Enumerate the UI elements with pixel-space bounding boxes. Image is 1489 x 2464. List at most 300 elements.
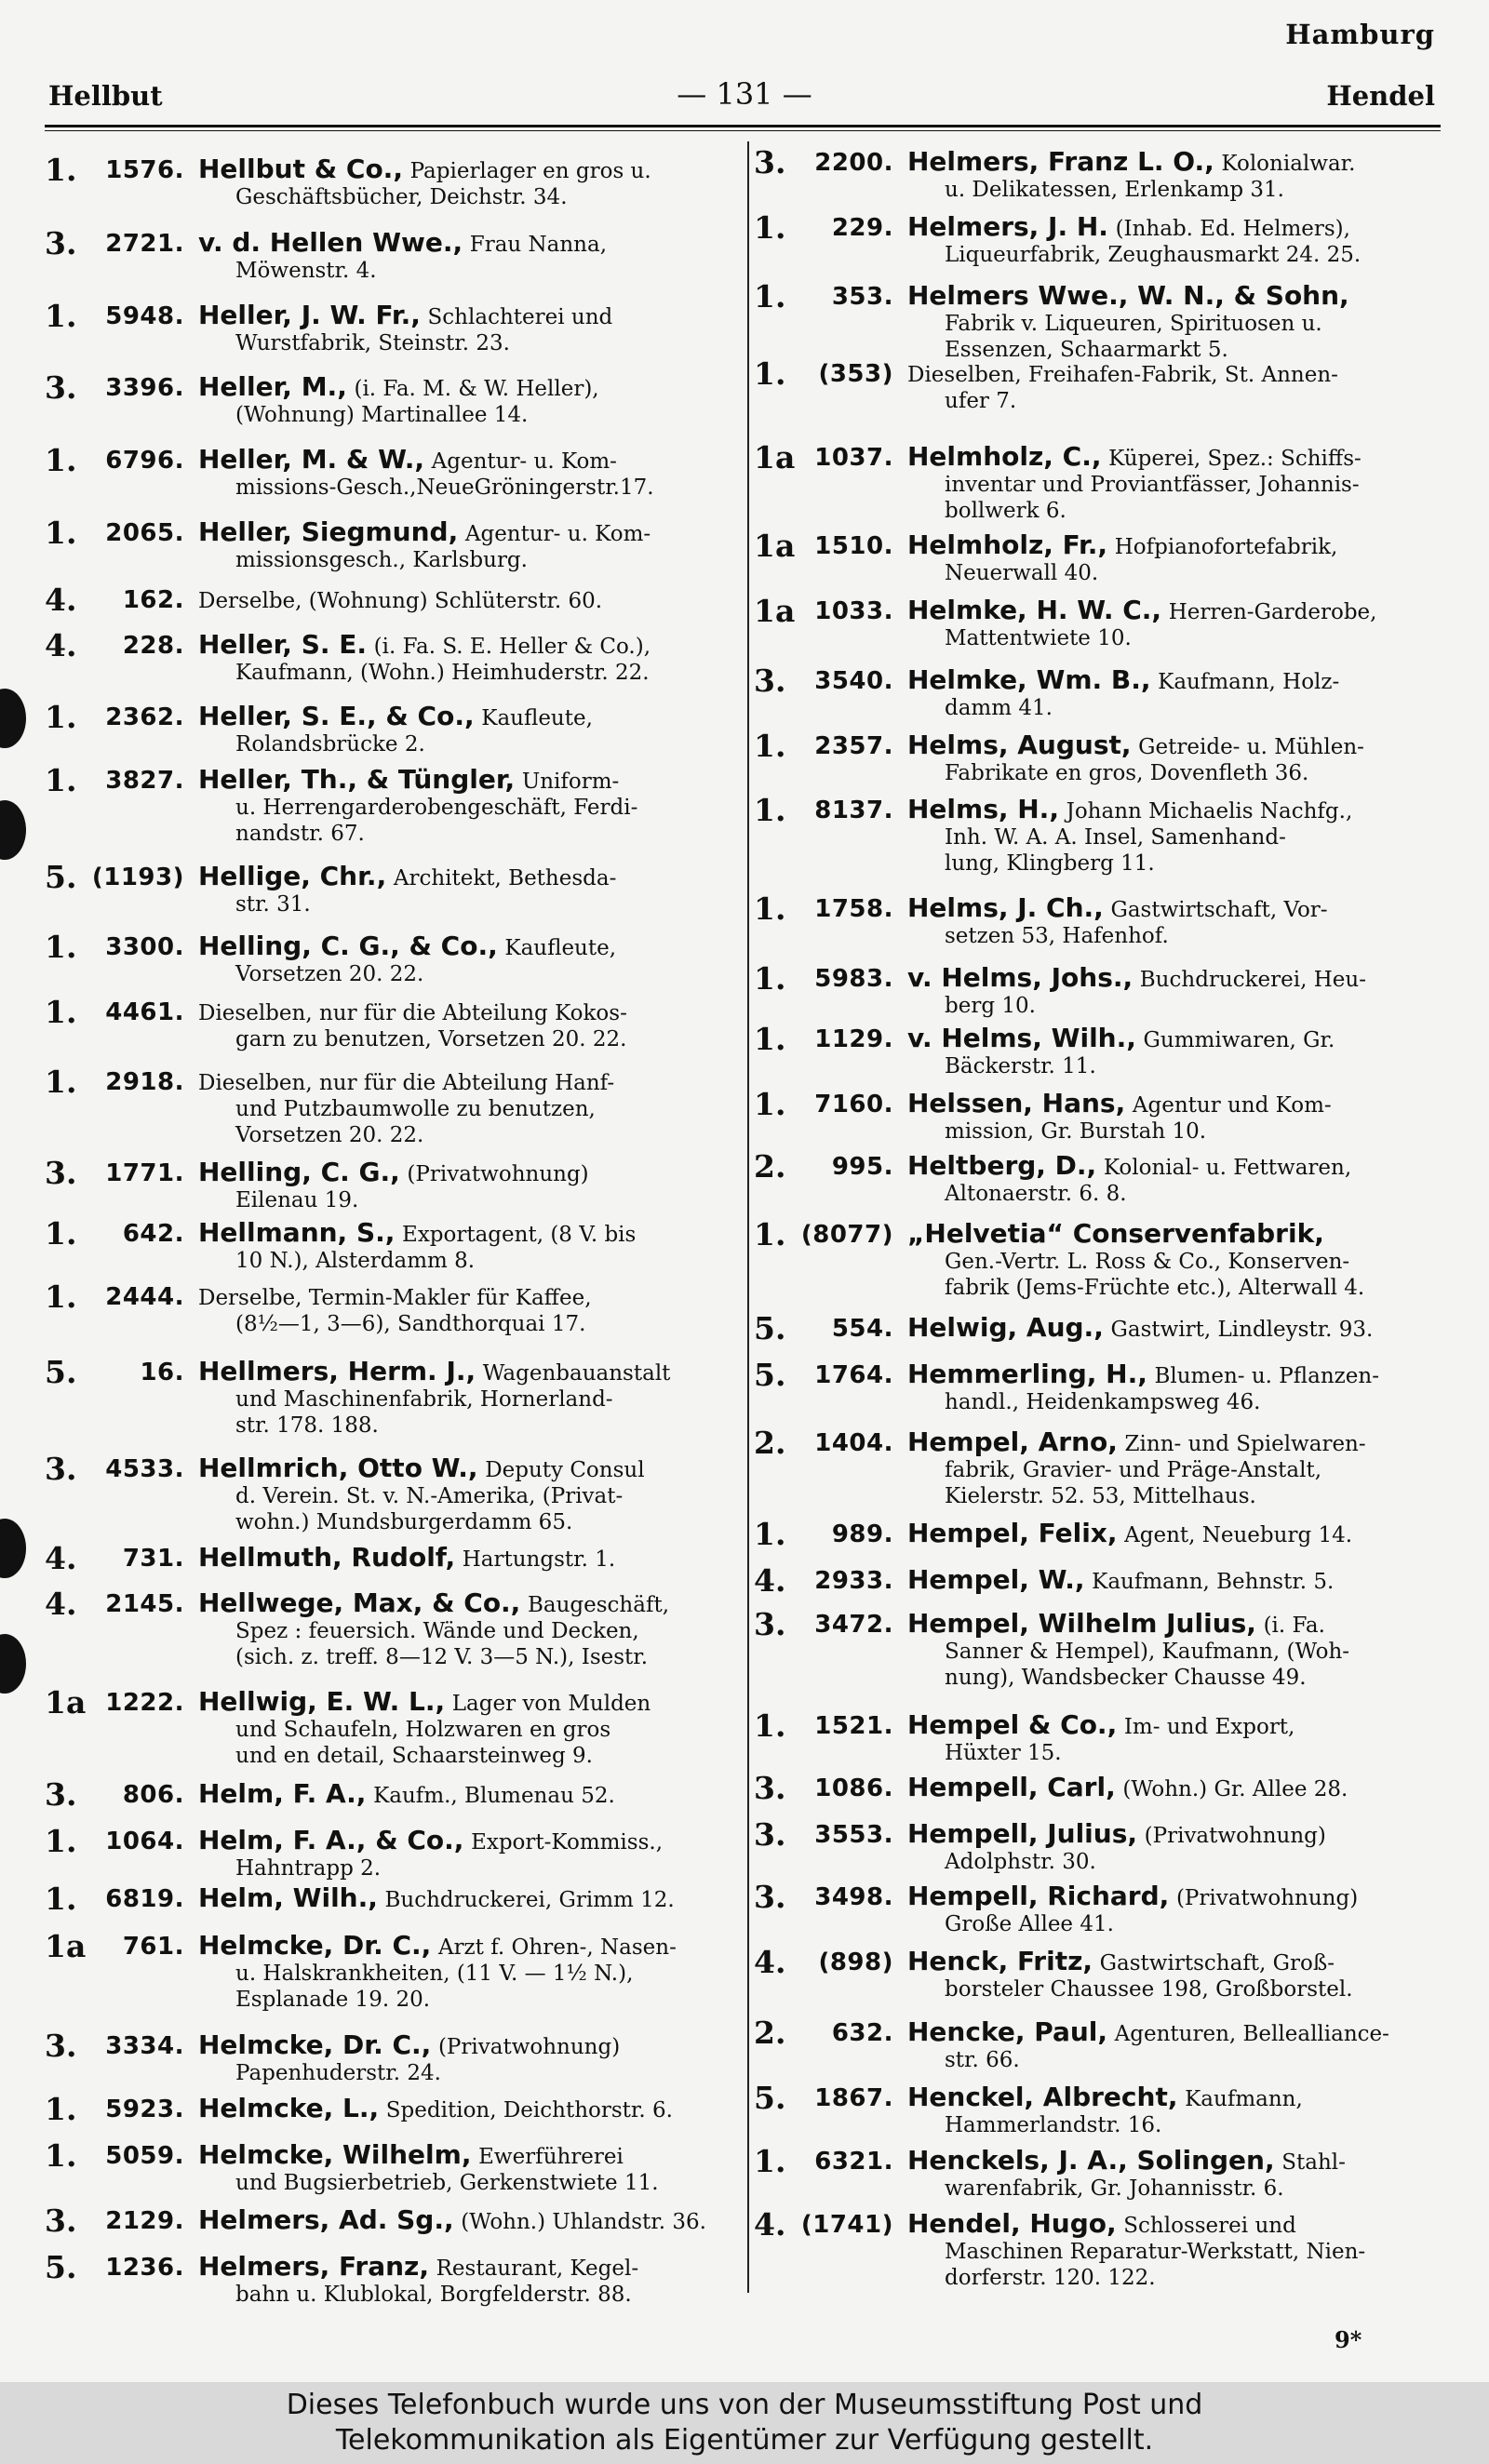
subscriber-name: Hempell, Julius,: [907, 1818, 1137, 1849]
entry-line-3: (sich. z. treff. 8—12 V. 3—5 N.), Isestr.: [235, 1645, 649, 1669]
entry-line-2: u. Herrengarderobengeschäft, Ferdi-: [235, 796, 638, 820]
phone-number: 3540.: [814, 667, 893, 695]
footer-line-1: Dieses Telefonbuch wurde uns von der Museumsstiftung Post und: [286, 2389, 1203, 2421]
entry-line-2: Eilenau 19.: [235, 1188, 359, 1212]
entry-text: [198, 2204, 733, 2235]
entry-line-1: Küperei, Spez.: Schiffs-: [1108, 447, 1362, 471]
phone-number: 2933.: [814, 1567, 893, 1595]
entry-line-1: Buchdruckerei, Heu-: [1139, 968, 1366, 992]
entry-text: [198, 629, 733, 686]
phone-number: 5948.: [105, 302, 184, 330]
subscriber-name: Helling, C. G.,: [198, 1157, 400, 1187]
exchange-zone: 1.: [754, 891, 786, 927]
entry-line-3: und en detail, Schaarsteinweg 9.: [235, 1744, 593, 1768]
entry-line-1: (Privatwohnung): [1144, 1824, 1326, 1848]
city-heading: Hamburg: [1285, 19, 1435, 50]
entry-text: [907, 211, 1442, 268]
entry-line-1: Arzt f. Ohren-, Nasen-: [437, 1935, 677, 1960]
entry-line-2: (8½—1, 3—6), Sandthorquai 17.: [235, 1312, 586, 1336]
entry-line-3: lung, Klingberg 11.: [945, 851, 1155, 876]
entry-line-2: berg 10.: [945, 994, 1036, 1018]
page-number: — 131 —: [677, 76, 812, 112]
phone-number: 5983.: [814, 965, 893, 993]
exchange-zone: 1.: [45, 994, 77, 1030]
subscriber-name: Helmers, Franz L. O.,: [907, 146, 1214, 177]
punch-hole: [0, 1519, 26, 1578]
exchange-zone: 1.: [45, 1279, 77, 1315]
phone-number: (8077): [800, 1221, 893, 1249]
subscriber-name: Helssen, Hans,: [907, 1088, 1126, 1118]
exchange-zone: 5.: [45, 859, 77, 895]
subscriber-name: Helwig, Aug.,: [907, 1312, 1104, 1343]
entry-line-2: Gen.-Vertr. L. Ross & Co., Konserven-: [945, 1250, 1350, 1274]
entry-line-1: (Privatwohnung): [437, 2035, 621, 2059]
phone-number: 3300.: [105, 933, 184, 961]
subscriber-name: Henckel, Albrecht,: [907, 2082, 1178, 2112]
entry-line-1: (Wohn.) Gr. Allee 28.: [1122, 1777, 1348, 1801]
exchange-zone: 1a: [45, 1928, 87, 1964]
phone-number: 1222.: [105, 1689, 184, 1717]
subscriber-name: Helmcke, Dr. C.,: [198, 2029, 432, 2060]
phone-number: 2444.: [105, 1283, 184, 1311]
phone-number: 1086.: [814, 1774, 893, 1802]
entry-line-1: Kolonialwar.: [1221, 152, 1356, 176]
entry-text: [907, 1774, 1442, 1802]
entry-line-1: Kaufmann,: [1185, 2087, 1303, 2111]
column-divider: [747, 141, 749, 2293]
exchange-zone: 4.: [45, 627, 77, 663]
entry-text: [198, 586, 733, 614]
exchange-zone: 1.: [754, 1021, 786, 1057]
subscriber-name: Hellmann, S.,: [198, 1217, 396, 1248]
entry-line-2: d. Verein. St. v. N.-Amerika, (Privat-: [235, 1484, 624, 1508]
exchange-zone: 3.: [45, 2028, 77, 2064]
entry-line-2: Hammerlandstr. 16.: [945, 2113, 1162, 2137]
exchange-zone: 1.: [45, 442, 77, 478]
exchange-zone: 1.: [45, 1064, 77, 1100]
entry-line-2: setzen 53, Hafenhof.: [945, 924, 1169, 948]
entry-line-2: Papenhuderstr. 24.: [235, 2061, 441, 2085]
phone-number: 1576.: [105, 156, 184, 184]
phone-number: 806.: [122, 1781, 184, 1809]
phone-number: 642.: [122, 1220, 184, 1248]
header-rule-thin: [45, 130, 1441, 131]
phone-number: (898): [818, 1948, 893, 1976]
exchange-zone: 3.: [45, 1776, 77, 1813]
entry-line-1: Frau Nanna,: [469, 233, 608, 257]
entry-text: [907, 597, 1442, 651]
entry-line-1: Agenturen, Bellealliance-: [1114, 2022, 1389, 2046]
subscriber-name: Hellbut & Co.,: [198, 154, 403, 184]
subscriber-name: Hempell, Richard,: [907, 1881, 1170, 1911]
entry-line-2: und Schaufeln, Holzwaren en gros: [235, 1718, 611, 1742]
phone-number: 3472.: [814, 1611, 893, 1639]
entry-text: [907, 2016, 1442, 2073]
exchange-zone: 3.: [754, 144, 786, 181]
subscriber-name: Helmers Wwe., W. N., & Sohn,: [907, 280, 1349, 311]
entry-line-2: Mattentwiete 10.: [945, 626, 1132, 650]
phone-number: 5059.: [105, 2142, 184, 2170]
phone-number: 1758.: [814, 895, 893, 923]
subscriber-name: v. Helms, Wilh.,: [907, 1023, 1136, 1053]
phone-number: 229.: [831, 214, 893, 242]
entry-text: [907, 1608, 1442, 1691]
phone-number: (1193): [91, 864, 184, 891]
entry-line-2: Adolphstr. 30.: [945, 1850, 1096, 1874]
exchange-zone: 1.: [45, 2091, 77, 2127]
entry-line-2: u. Delikatessen, Erlenkamp 31.: [945, 178, 1284, 202]
entry-line-1: Gastwirtschaft, Groß-: [1099, 1951, 1335, 1975]
subscriber-name: Hellmrich, Otto W.,: [198, 1453, 478, 1483]
entry-text: [198, 1455, 733, 1535]
entry-text: [907, 1088, 1442, 1145]
subscriber-name: Hellige, Chr.,: [198, 861, 387, 891]
subscriber-name: Helmers, J. H.: [907, 211, 1108, 242]
entry-line-2: Wurstfabrik, Steinstr. 23.: [235, 331, 510, 355]
entry-text: [198, 2029, 733, 2086]
entry-text: [198, 302, 733, 356]
entry-line-1: Hartungstr. 1.: [462, 1547, 616, 1572]
phone-number: 761.: [122, 1933, 184, 1961]
entry-line-2: missions-Gesch.,NeueGröningerstr.17.: [235, 475, 654, 500]
exchange-zone: 1.: [754, 1516, 786, 1552]
exchange-zone: 3.: [45, 225, 77, 261]
entry-line-2: Spez : feuersich. Wände und Decken,: [235, 1619, 639, 1643]
entry-text: [907, 2084, 1442, 2138]
phone-number: 5923.: [105, 2096, 184, 2123]
entry-line-1: Baugeschäft,: [527, 1593, 670, 1617]
exchange-zone: 4.: [754, 1944, 786, 1980]
entry-text: [198, 764, 733, 847]
entry-line-2: garn zu benutzen, Vorsetzen 20. 22.: [235, 1027, 627, 1051]
exchange-zone: 1.: [754, 728, 786, 764]
exchange-zone: 4.: [45, 1540, 77, 1576]
exchange-zone: 5.: [754, 1357, 786, 1393]
subscriber-name: Helmers, Ad. Sg.,: [198, 2204, 454, 2235]
subscriber-name: Hempell, Carl,: [907, 1772, 1116, 1802]
signature-mark: 9*: [1335, 2326, 1362, 2353]
entry-line-1: Lager von Mulden: [451, 1692, 651, 1716]
entry-line-2: Vorsetzen 20. 22.: [235, 962, 424, 986]
exchange-zone: 1.: [45, 929, 77, 965]
phone-number: 1764.: [814, 1361, 893, 1389]
subscriber-name: Heller, Siegmund,: [198, 516, 459, 547]
subscriber-name: Henck, Fritz,: [907, 1946, 1093, 1976]
footer-note: [0, 2382, 1489, 2464]
entry-line-1: (Privatwohnung): [407, 1162, 589, 1186]
entry-line-1: (Wohn.) Uhlandstr. 36.: [461, 2210, 706, 2234]
phone-number: 2362.: [105, 703, 184, 731]
exchange-zone: 2.: [754, 2015, 786, 2051]
entry-line-2: borsteler Chaussee 198, Großborstel.: [945, 1977, 1353, 2002]
entry-line-2: (Wohnung) Martinallee 14.: [235, 403, 529, 427]
entry-line-2: Neuerwall 40.: [945, 561, 1099, 585]
exchange-zone: 2.: [754, 1148, 786, 1185]
entry-line-1: Agentur- u. Kom-: [431, 449, 617, 474]
phone-number: 1404.: [814, 1429, 893, 1457]
entry-text: [907, 1025, 1442, 1079]
subscriber-name: Heller, M. & W.,: [198, 444, 424, 475]
entry-line-2: Altonaerstr. 6. 8.: [945, 1182, 1127, 1206]
subscriber-name: Hellwege, Max, & Co.,: [198, 1587, 521, 1618]
entry-line-2: Fabrik v. Liqueuren, Spirituosen u.: [945, 312, 1322, 336]
running-head-right: Hendel: [1326, 80, 1435, 112]
entry-line-1: Kaufleute,: [481, 706, 593, 730]
entry-text: [198, 444, 733, 501]
entry-text: [198, 1068, 733, 1148]
entry-text: [907, 732, 1442, 786]
entry-text: [198, 2139, 733, 2196]
entry-line-2: Hahntrapp 2.: [235, 1856, 382, 1881]
entry-line-1: Kaufmann, Behnstr. 5.: [1092, 1570, 1335, 1594]
subscriber-name: Helms, J. Ch.,: [907, 892, 1104, 923]
subscriber-name: Heller, Th., & Tüngler,: [198, 764, 516, 795]
entry-line-2: Große Allee 41.: [945, 1912, 1114, 1936]
entry-line-2: inventar und Proviantfässer, Johannis-: [945, 473, 1360, 497]
entry-line-1: Ewerführerei: [478, 2145, 624, 2169]
exchange-zone: 1.: [45, 298, 77, 334]
entry-text: [198, 1159, 733, 1213]
entry-line-2: warenfabrik, Gr. Johannisstr. 6.: [945, 2176, 1284, 2201]
entry-line-1: Im- und Export,: [1123, 1715, 1295, 1739]
phone-number: 162.: [122, 586, 184, 614]
entry-line-1: Gastwirt, Lindleystr. 93.: [1110, 1318, 1374, 1342]
exchange-zone: 1.: [45, 699, 77, 735]
phone-number: 6321.: [814, 2148, 893, 2176]
entry-line-1: (Inhab. Ed. Helmers),: [1115, 217, 1350, 241]
entry-line-1: Kaufleute,: [504, 936, 617, 960]
subscriber-name: Helmke, Wm. B.,: [907, 664, 1151, 695]
exchange-zone: 3.: [754, 1816, 786, 1853]
subscriber-name: Hempel, W.,: [907, 1564, 1085, 1595]
subscriber-name: Heltberg, D.,: [907, 1150, 1097, 1181]
subscriber-name: Helms, August,: [907, 730, 1132, 760]
entry-line-1: Restaurant, Kegel-: [436, 2256, 639, 2281]
phone-number: 2200.: [814, 149, 893, 177]
subscriber-name: Henckels, J. A., Solingen,: [907, 2145, 1275, 2176]
entry-line-3: nandstr. 67.: [235, 822, 365, 846]
subscriber-name: Helling, C. G., & Co.,: [198, 931, 498, 961]
entry-line-2: handl., Heidenkampsweg 46.: [945, 1390, 1261, 1414]
phone-number: 632.: [831, 2019, 893, 2047]
entry-text: [907, 441, 1442, 524]
entry-text: [198, 1587, 733, 1670]
entry-text: [198, 516, 733, 573]
exchange-zone: 1a: [754, 439, 796, 475]
exchange-zone: 3.: [754, 1606, 786, 1642]
entry-line-1: Stahl-: [1281, 2150, 1346, 2175]
exchange-zone: 3.: [45, 2203, 77, 2239]
entry-line-1: Agent, Neueburg 14.: [1124, 1523, 1353, 1547]
exchange-zone: 1.: [754, 355, 786, 392]
phone-number: 3396.: [105, 374, 184, 402]
phone-number: 228.: [122, 632, 184, 660]
entry-line-2: Liqueurfabrik, Zeughausmarkt 24. 25.: [945, 243, 1362, 267]
entry-text: [198, 1542, 733, 1573]
phone-number: 3553.: [814, 1821, 893, 1849]
subscriber-name: „Helvetia“ Conservenfabrik,: [907, 1218, 1324, 1249]
entry-line-1: Dieselben, nur für die Abteilung Kokos-: [198, 1001, 627, 1025]
phone-number: 8137.: [814, 797, 893, 824]
entry-line-2: Rolandsbrücke 2.: [235, 732, 425, 757]
entry-line-2: ufer 7.: [945, 389, 1017, 413]
exchange-zone: 1.: [754, 792, 786, 828]
subscriber-name: Hempel, Arno,: [907, 1426, 1118, 1457]
entry-line-1: Johann Michaelis Nachfg.,: [1066, 799, 1353, 824]
phone-number: (1741): [800, 2211, 893, 2239]
entry-line-2: Inh. W. A. A. Insel, Samenhand-: [945, 825, 1286, 850]
entry-line-2: Möwenstr. 4.: [235, 259, 377, 283]
entry-line-3: wohn.) Mundsburgerdamm 65.: [235, 1510, 573, 1534]
phone-number: (353): [818, 360, 893, 388]
subscriber-name: Hellmers, Herm. J.,: [198, 1356, 476, 1386]
entry-line-2: str. 66.: [945, 2048, 1020, 2072]
phone-number: 1771.: [105, 1159, 184, 1187]
exchange-zone: 5.: [754, 1310, 786, 1346]
entry-text: [907, 1218, 1442, 1301]
entry-line-2: Kaufmann, (Wohn.) Heimhuderstr. 22.: [235, 661, 650, 685]
entry-line-1: Getreide- u. Mühlen-: [1138, 735, 1364, 759]
subscriber-name: Hencke, Paul,: [907, 2016, 1108, 2047]
exchange-zone: 2.: [754, 1425, 786, 1461]
entry-line-1: Hofpianofortefabrik,: [1114, 535, 1338, 559]
phone-number: 1867.: [814, 2084, 893, 2112]
entry-line-1: Architekt, Bethesda-: [393, 866, 617, 891]
entry-line-1: Papierlager en gros u.: [409, 159, 651, 183]
exchange-zone: 5.: [45, 1354, 77, 1390]
subscriber-name: Helm, F. A.,: [198, 1778, 367, 1809]
entry-text: [907, 1709, 1442, 1766]
entry-line-1: Zinn- und Spielwaren-: [1124, 1432, 1366, 1456]
phone-number: 2357.: [814, 732, 893, 760]
entry-line-3: dorferstr. 120. 122.: [945, 2266, 1156, 2290]
entry-text: [198, 1686, 733, 1769]
exchange-zone: 1a: [754, 528, 796, 564]
entry-line-1: Kaufm., Blumenau 52.: [373, 1784, 615, 1808]
entry-text: [907, 2145, 1442, 2202]
exchange-zone: 1.: [45, 1823, 77, 1859]
exchange-zone: 1.: [45, 1881, 77, 1917]
phone-number: 2129.: [105, 2207, 184, 2235]
entry-line-2: und Bugsierbetrieb, Gerkenstwiete 11.: [235, 2171, 659, 2195]
exchange-zone: 1.: [754, 209, 786, 246]
entry-text: [907, 1564, 1442, 1595]
entry-line-1: Deputy Consul: [485, 1458, 645, 1482]
subscriber-name: Helmholz, Fr.,: [907, 529, 1108, 560]
phone-number: 731.: [122, 1545, 184, 1573]
entry-line-2: bahn u. Klublokal, Borgfelderstr. 88.: [235, 2283, 632, 2307]
phone-number: 353.: [831, 283, 893, 311]
exchange-zone: 1.: [45, 2137, 77, 2174]
phone-number: 2918.: [105, 1068, 184, 1096]
entry-line-2: mission, Gr. Burstah 10.: [945, 1119, 1207, 1144]
subscriber-name: Helmcke, Wilhelm,: [198, 2139, 472, 2170]
exchange-zone: 4.: [45, 582, 77, 618]
phone-number: 7160.: [814, 1091, 893, 1118]
entry-text: [907, 1426, 1442, 1509]
entry-text: [198, 1882, 733, 1913]
phone-number: 1064.: [105, 1828, 184, 1855]
subscriber-name: Helmcke, L.,: [198, 2093, 380, 2123]
subscriber-name: Hempel, Felix,: [907, 1518, 1118, 1548]
entry-line-1: Dieselben, nur für die Abteilung Hanf-: [198, 1071, 615, 1095]
entry-line-3: nung), Wandsbecker Chausse 49.: [945, 1666, 1307, 1690]
exchange-zone: 1.: [45, 152, 77, 188]
entry-line-3: Vorsetzen 20. 22.: [235, 1123, 424, 1147]
exchange-zone: 1.: [754, 1707, 786, 1744]
phone-number: 4533.: [105, 1455, 184, 1483]
phone-number: 3498.: [814, 1883, 893, 1911]
exchange-zone: 1.: [754, 1086, 786, 1122]
entry-line-1: (i. Fa. S. E. Heller & Co.),: [373, 635, 651, 659]
entry-text: [907, 1883, 1442, 1937]
entry-text: [907, 962, 1442, 1019]
entry-text: [907, 146, 1442, 203]
exchange-zone: 1a: [754, 593, 796, 629]
subscriber-name: Hellwig, E. W. L.,: [198, 1686, 446, 1717]
entry-text: [198, 1825, 733, 1881]
entry-line-3: Esplanade 19. 20.: [235, 1988, 431, 2012]
phone-number: 989.: [831, 1520, 893, 1548]
entry-line-2: u. Halskrankheiten, (11 V. — 1½ N.),: [235, 1962, 634, 1986]
exchange-zone: 3.: [45, 1451, 77, 1487]
subscriber-name: Helm, F. A., & Co.,: [198, 1825, 464, 1855]
entry-line-3: bollwerk 6.: [945, 499, 1066, 523]
phone-number: 1129.: [814, 1025, 893, 1053]
entry-text: [198, 2251, 733, 2308]
entry-line-2: str. 31.: [235, 892, 311, 917]
phone-number: 1521.: [814, 1712, 893, 1740]
entry-line-1: Exportagent, (8 V. bis: [402, 1223, 637, 1247]
entry-line-3: str. 178. 188.: [235, 1413, 379, 1438]
phone-number: 4461.: [105, 998, 184, 1026]
exchange-zone: 4.: [754, 2206, 786, 2243]
entry-line-1: (Privatwohnung): [1175, 1886, 1359, 1910]
entry-line-1: Kolonial- u. Fettwaren,: [1103, 1156, 1352, 1180]
phone-number: 554.: [831, 1315, 893, 1343]
entry-line-1: Derselbe, (Wohnung) Schlüterstr. 60.: [198, 589, 603, 613]
entry-line-1: Spedition, Deichthorstr. 6.: [385, 2098, 673, 2123]
entry-text: [907, 664, 1442, 721]
punch-hole: [0, 689, 26, 748]
entry-text: [907, 280, 1442, 363]
entry-line-2: Sanner & Hempel), Kaufmann, (Woh-: [945, 1640, 1350, 1664]
exchange-zone: 3.: [45, 1155, 77, 1191]
exchange-zone: 1.: [754, 278, 786, 315]
subscriber-name: Heller, S. E.: [198, 629, 368, 660]
entry-text: [198, 1930, 733, 2013]
entry-line-1: Gummiwaren, Gr.: [1143, 1028, 1335, 1052]
exchange-zone: 1.: [45, 1215, 77, 1252]
exchange-zone: 1.: [754, 960, 786, 997]
entry-line-1: Dieselben, Freihafen-Fabrik, St. Annen-: [907, 363, 1338, 387]
entry-text: [907, 2208, 1442, 2291]
entry-line-2: missionsgesch., Karlsburg.: [235, 548, 528, 572]
entry-line-2: und Maschinenfabrik, Hornerland-: [235, 1387, 613, 1412]
entry-text: [198, 1283, 733, 1337]
entry-text: [198, 933, 733, 987]
exchange-zone: 1a: [45, 1684, 87, 1721]
entry-text: [907, 1818, 1442, 1875]
phone-number: 1033.: [814, 597, 893, 625]
entry-text: [907, 794, 1442, 877]
exchange-zone: 4.: [754, 1562, 786, 1599]
subscriber-name: Heller, M.,: [198, 371, 347, 402]
entry-line-1: Buchdruckerei, Grimm 12.: [384, 1888, 675, 1912]
subscriber-name: Helmcke, Dr. C.,: [198, 1930, 432, 1961]
entry-text: [198, 861, 733, 917]
exchange-zone: 3.: [754, 1770, 786, 1806]
